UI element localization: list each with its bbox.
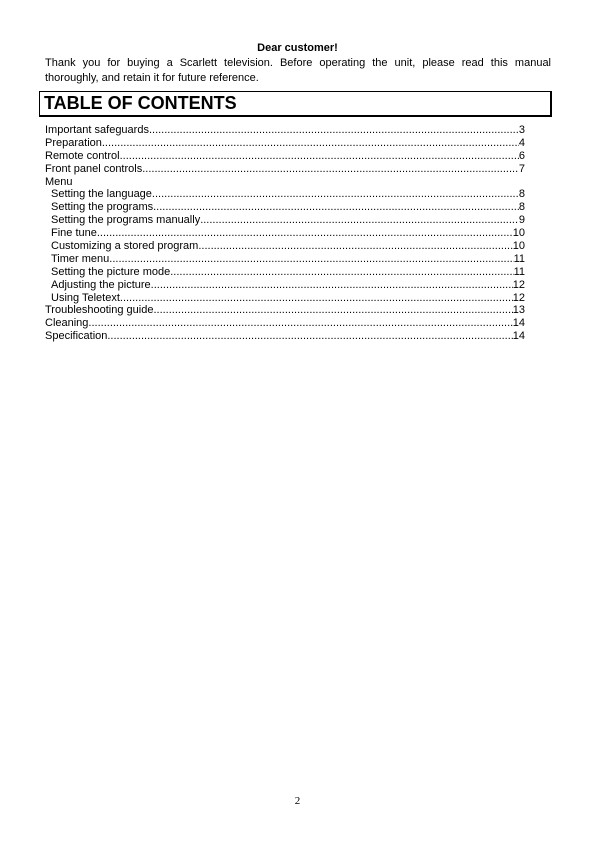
toc-entry-title: Setting the programs manually (51, 214, 201, 227)
toc-leader-dots (102, 137, 519, 150)
toc-entry-page: 9 (518, 214, 525, 227)
toc-entry-customizing-a-stored-program[interactable] (45, 240, 525, 253)
toc-entry-title: Customizing a stored program (51, 240, 199, 253)
intro-line-2: thoroughly, and retain it for future reference. (45, 72, 259, 84)
toc-entry-title: Timer menu (51, 252, 110, 265)
toc-entry-remote-control[interactable] (45, 150, 525, 163)
toc-entry-preparation[interactable] (45, 137, 525, 150)
toc-leader-dots (153, 304, 512, 317)
toc-entry-title: Preparation (45, 136, 102, 149)
toc-leader-dots (109, 253, 513, 266)
toc-entry-important-safeguards[interactable] (45, 124, 525, 137)
toc-leader-dots (151, 279, 513, 292)
toc-entry-page: 7 (518, 162, 525, 175)
toc-entry-setting-the-programs-manually[interactable] (45, 214, 525, 227)
toc-entry-setting-the-picture-mode[interactable] (45, 266, 525, 279)
toc-entry-page: 13 (512, 304, 525, 317)
toc-entry-setting-the-language[interactable] (45, 188, 525, 201)
toc-entry-page: 10 (512, 240, 525, 253)
toc-entry-timer-menu[interactable] (45, 253, 525, 266)
toc-entry-page: 8 (518, 201, 525, 214)
toc-entry-title: Setting the language (51, 188, 152, 201)
toc-entry-title: Adjusting the picture (51, 278, 151, 291)
toc-entry-page: 11 (513, 252, 525, 265)
toc-entry-title: Cleaning (45, 317, 89, 330)
toc-entry-title: Specification (45, 330, 108, 343)
toc-entry-setting-the-programs[interactable] (45, 201, 525, 214)
toc-entry-page: 3 (518, 124, 525, 136)
toc-leader-dots (153, 201, 519, 214)
toc-leader-dots (97, 227, 513, 240)
toc-entry-title: Troubleshooting guide (45, 304, 154, 317)
toc-entry-troubleshooting-guide[interactable] (45, 304, 525, 317)
toc-leader-dots (152, 188, 519, 201)
intro-line-1: Thank you for buying a Scarlett television. Before operating the unit, please read this manual (45, 57, 551, 69)
toc-leader-dots (170, 266, 513, 279)
toc-leader-dots (200, 214, 519, 227)
toc-entry-title: Setting the picture mode (51, 265, 171, 278)
toc-leader-dots (120, 292, 513, 305)
toc-entry-title: Important safeguards (45, 124, 149, 136)
toc-heading: TABLE OF CONTENTS (39, 91, 552, 117)
intro-paragraph (45, 56, 551, 86)
page-number: 2 (294, 795, 301, 807)
toc-leader-dots (73, 176, 525, 189)
toc-entry-page: 6 (518, 149, 525, 162)
toc-entry-adjusting-the-picture[interactable] (45, 279, 525, 292)
toc-entry-front-panel-controls[interactable] (45, 163, 525, 176)
toc-entry-cleaning[interactable] (45, 317, 525, 330)
toc-entry-page: 14 (512, 330, 525, 343)
toc-entry-page: 10 (512, 227, 525, 240)
toc-entry-menu[interactable] (45, 176, 525, 189)
toc-leader-dots (142, 163, 519, 176)
table-of-contents (45, 124, 525, 343)
toc-entry-page: 12 (512, 291, 525, 304)
toc-entry-page: 14 (512, 317, 525, 330)
toc-entry-title: Setting the programs (51, 201, 154, 214)
toc-leader-dots (198, 240, 512, 253)
toc-entry-title: Front panel controls (45, 162, 143, 175)
toc-entry-specification[interactable] (45, 330, 525, 343)
toc-leader-dots (120, 150, 519, 163)
toc-entry-using-teletext[interactable] (45, 292, 525, 305)
toc-entry-title: Remote control (45, 149, 120, 162)
toc-entry-page: 4 (518, 136, 525, 149)
greeting-heading: Dear customer! (257, 42, 338, 54)
toc-entry-title: Menu (45, 175, 73, 188)
toc-leader-dots (88, 317, 512, 330)
toc-entry-page: 11 (513, 265, 525, 278)
toc-entry-page: 12 (512, 278, 525, 291)
toc-leader-dots (107, 330, 512, 343)
toc-entry-fine-tune[interactable] (45, 227, 525, 240)
toc-leader-dots (149, 124, 519, 137)
toc-entry-page: 8 (518, 188, 525, 201)
toc-entry-title: Using Teletext (51, 291, 120, 304)
toc-entry-title: Fine tune (51, 227, 97, 240)
